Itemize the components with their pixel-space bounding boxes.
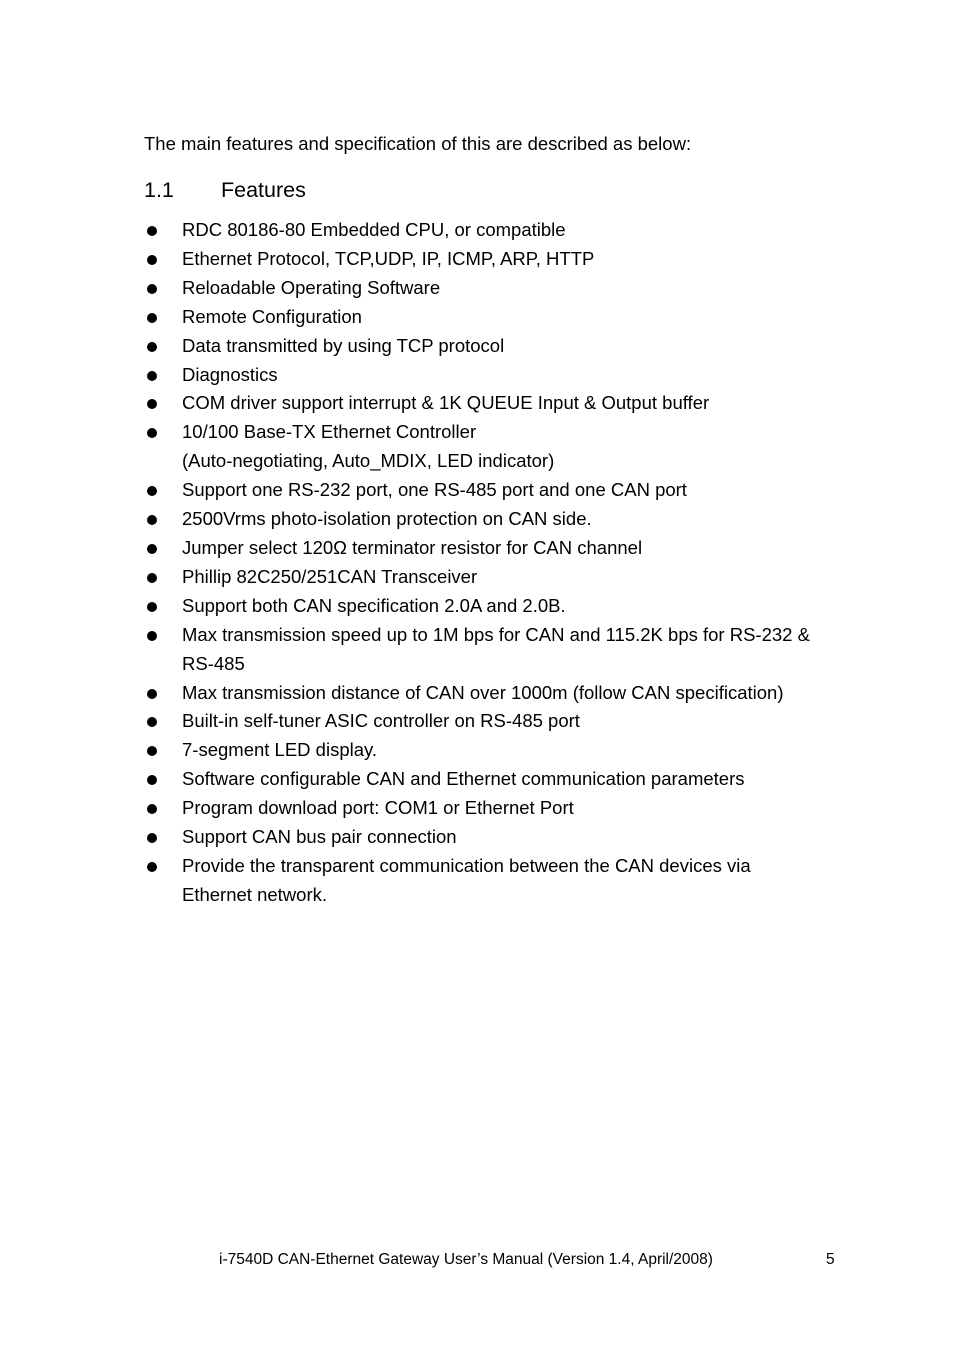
feature-item <box>144 592 844 621</box>
bullet-icon <box>147 371 157 381</box>
bullet-icon <box>147 717 157 727</box>
feature-item <box>144 274 844 303</box>
feature-item <box>144 245 844 274</box>
feature-item <box>144 707 844 736</box>
feature-text: Max transmission speed up to 1M bps for CAN and 115.2K bps for RS-232 & <box>182 623 810 645</box>
feature-item <box>144 736 844 765</box>
footer-document-title: i-7540D CAN-Ethernet Gateway User’s Manual (Version 1.4, April/2008) <box>219 1251 713 1268</box>
bullet-icon <box>147 833 157 843</box>
section-title: Features <box>221 178 306 202</box>
bullet-icon <box>147 515 157 525</box>
feature-text: Max transmission distance of CAN over 1000m (follow CAN specification) <box>182 681 784 703</box>
feature-item <box>144 765 844 794</box>
section-heading <box>144 175 306 205</box>
feature-item <box>144 505 844 534</box>
feature-text: Built-in self-tuner ASIC controller on RS-485 port <box>182 710 580 732</box>
bullet-icon <box>147 804 157 814</box>
bullet-icon <box>147 399 157 409</box>
bullet-icon <box>147 862 157 872</box>
feature-item <box>144 852 844 910</box>
feature-text: Remote Configuration <box>182 305 362 327</box>
bullet-icon <box>147 631 157 641</box>
feature-text: Diagnostics <box>182 363 278 385</box>
feature-text: Support one RS-232 port, one RS-485 port and one CAN port <box>182 479 687 501</box>
feature-text: Phillip 82C250/251CAN Transceiver <box>182 565 478 587</box>
feature-item <box>144 332 844 361</box>
bullet-icon <box>147 746 157 756</box>
feature-item <box>144 563 844 592</box>
feature-item <box>144 418 844 476</box>
page-number: 5 <box>826 1251 835 1268</box>
feature-text: Software configurable CAN and Ethernet communication parameters <box>182 768 745 790</box>
feature-item <box>144 303 844 332</box>
feature-item <box>144 361 844 390</box>
feature-text: Program download port: COM1 or Ethernet Port <box>182 797 574 819</box>
features-list <box>144 216 844 910</box>
section-number: 1.1 <box>144 178 174 202</box>
feature-text: 2500Vrms photo-isolation protection on CAN side. <box>182 508 592 530</box>
feature-text: 10/100 Base-TX Ethernet Controller <box>182 421 477 443</box>
feature-item <box>144 823 844 852</box>
bullet-icon <box>147 689 157 699</box>
feature-text: COM driver support interrupt & 1K QUEUE Input & Output buffer <box>182 392 710 414</box>
intro-paragraph: The main features and specification of this are described as below: <box>144 133 692 154</box>
feature-item <box>144 621 844 679</box>
bullet-icon <box>147 602 157 612</box>
feature-item <box>144 476 844 505</box>
bullet-icon <box>147 255 157 265</box>
feature-text: 7-segment LED display. <box>182 739 378 761</box>
feature-text: Data transmitted by using TCP protocol <box>182 334 505 356</box>
feature-text: Reloadable Operating Software <box>182 276 441 298</box>
feature-text: RDC 80186-80 Embedded CPU, or compatible <box>182 219 566 240</box>
bullet-icon <box>147 486 157 496</box>
feature-item <box>144 216 844 245</box>
feature-text: Jumper select 120Ω terminator resistor for CAN channel <box>182 536 643 558</box>
feature-item <box>144 534 844 563</box>
bullet-icon <box>147 573 157 583</box>
feature-text: RS-485 <box>182 652 245 674</box>
bullet-icon <box>147 226 157 236</box>
feature-text: Provide the transparent communication between the CAN devices via <box>182 854 751 876</box>
feature-item <box>144 679 844 708</box>
bullet-icon <box>147 313 157 323</box>
feature-text: Ethernet network. <box>182 883 327 905</box>
feature-text: (Auto-negotiating, Auto_MDIX, LED indicator) <box>182 450 555 472</box>
feature-item <box>144 389 844 418</box>
bullet-icon <box>147 775 157 785</box>
feature-item <box>144 794 844 823</box>
bullet-icon <box>147 544 157 554</box>
bullet-icon <box>147 284 157 294</box>
feature-text: Support CAN bus pair connection <box>182 826 457 848</box>
feature-text: Ethernet Protocol, TCP,UDP, IP, ICMP, ARP, HTTP <box>182 247 595 269</box>
bullet-icon <box>147 428 157 438</box>
bullet-icon <box>147 342 157 352</box>
feature-text: Support both CAN specification 2.0A and 2.0B. <box>182 594 566 616</box>
